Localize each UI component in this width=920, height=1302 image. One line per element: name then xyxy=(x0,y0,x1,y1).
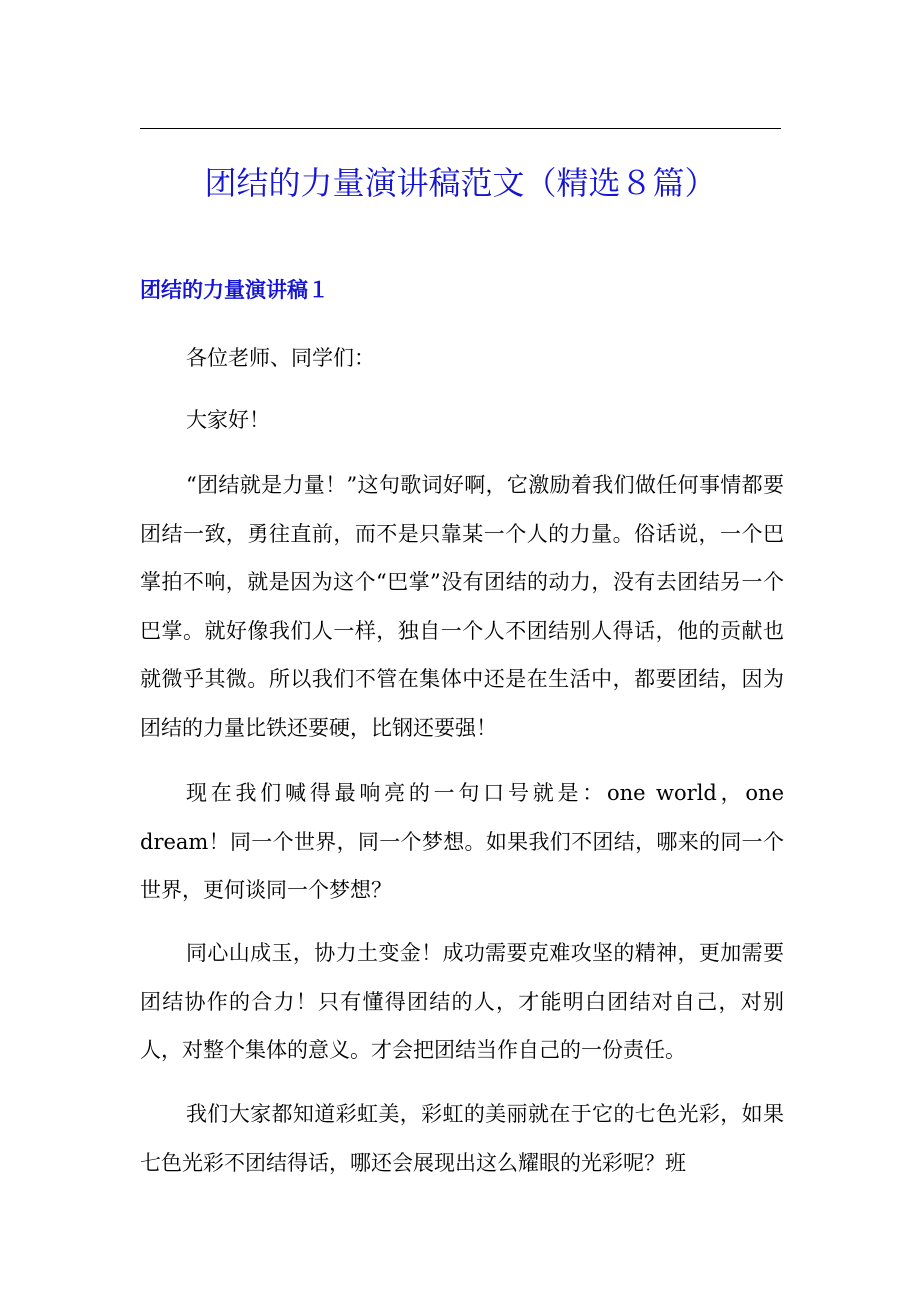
greeting-paragraph: 各位老师、同学们： xyxy=(186,346,375,370)
body-paragraph-rainbow: 我们大家都知道彩虹美，彩虹的美丽就在于它的七色光彩，如果七色光彩不团结得话，哪还会展现出这么耀眼的光彩呢？班 xyxy=(140,1102,784,1175)
document-title: 团结的力量演讲稿范文（精选８篇） xyxy=(204,164,717,202)
header-rule xyxy=(140,128,781,129)
section-heading: 团结的力量演讲稿１ xyxy=(140,277,329,302)
body-paragraph-unity-power: “团结就是力量！”这句歌词好啊，它激励着我们做任何事情都要团结一致，勇往直前，而不是只靠某一个人的力量。俗话说，一个巴掌拍不响，就是因为这个“巴掌”没有团结的动力，没有去团结另一个巴掌。就好像我们人一样，独自一个人不团结别人得话，他的贡献也就微乎其微。所以我们不管在集体中还是在生活中，都要团结，因为团结的力量比铁还要硬，比钢还要强！ xyxy=(140,473,784,740)
hello-paragraph: 大家好！ xyxy=(186,408,270,432)
body-paragraph-slogan: 现在我们喊得最响亮的一句口号就是：one world，one dream！同一个世界，同一个梦想。如果我们不团结，哪来的同一个世界，更何谈同一个梦想？ xyxy=(140,781,784,902)
body-paragraph-cooperation: 同心山成玉，协力土变金！成功需要克难攻坚的精神，更加需要团结协作的合力！只有懂得团结的人，才能明白团结对自己，对别人，对整个集体的意义。才会把团结当作自己的一份责任。 xyxy=(140,941,784,1062)
